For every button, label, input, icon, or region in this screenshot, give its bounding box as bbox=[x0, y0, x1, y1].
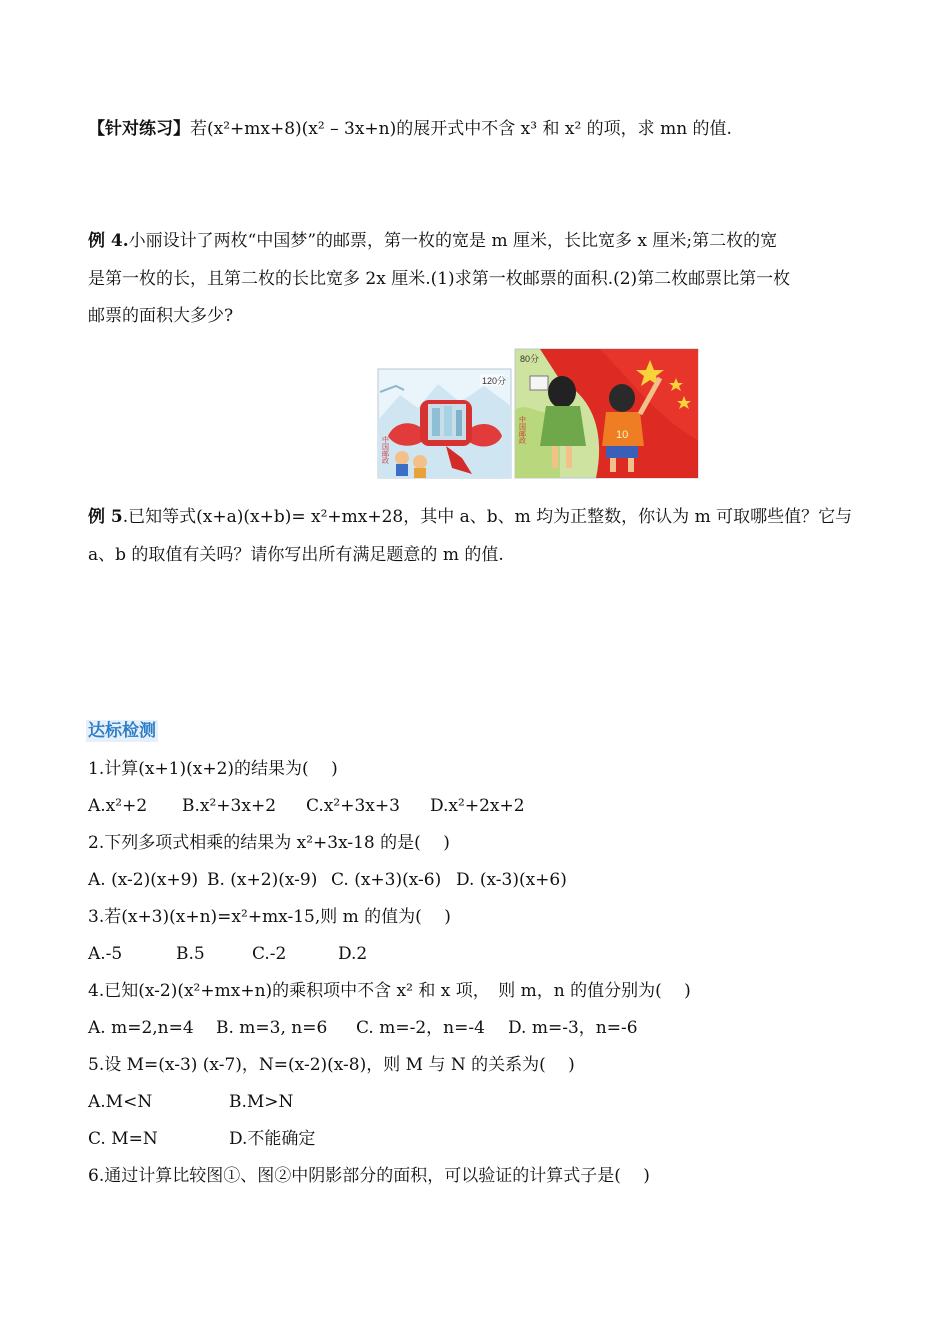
question-5: 5.设 M=(x-3) (x-7)，N=(x-2)(x-8)，则 M 与 N 的关系为( ) bbox=[88, 1055, 575, 1075]
q3-option-b: B.5 bbox=[176, 944, 205, 964]
example5-line-2: a、b 的取值有关吗？请你写出所有满足题意的 m 的值. bbox=[88, 545, 504, 565]
q4-option-b: B. m=3, n=6 bbox=[216, 1018, 328, 1038]
right-stamp-vertical: 中国邮政 bbox=[518, 416, 526, 444]
practice-text: 若(x²+mx+8)(x² – 3x+n)的展开式中不含 x³ 和 x² 的项，求 mn 的值. bbox=[190, 119, 732, 139]
q4-option-d: D. m=-3，n=-6 bbox=[508, 1018, 638, 1038]
q1-option-b: B.x²+3x+2 bbox=[182, 796, 277, 816]
example4-line-3: 邮票的面积大多少? bbox=[88, 306, 234, 326]
example4-line-2: 是第一枚的长，且第二枚的长比宽多 2x 厘米.(1)求第一枚邮票的面积.(2)第二枚邮票比第一枚 bbox=[88, 269, 791, 289]
question-2-options bbox=[88, 869, 567, 891]
example5-label: 例 5 bbox=[88, 507, 123, 527]
q1-option-c: C.x²+3x+3 bbox=[306, 796, 400, 816]
example5-line-1 bbox=[88, 506, 852, 528]
q5-option-a: A.M<N bbox=[88, 1092, 153, 1112]
q5-option-d: D.不能确定 bbox=[229, 1129, 316, 1149]
q3-option-a: A.-5 bbox=[88, 944, 123, 964]
q2-option-d: D. (x-3)(x+6) bbox=[456, 870, 567, 890]
q5-option-b: B.M>N bbox=[229, 1092, 294, 1112]
example4-text-1: 小丽设计了两枚“中国梦”的邮票，第一枚的宽是 m 厘米，长比宽多 x 厘米;第二枚的宽 bbox=[128, 231, 778, 251]
question-6: 6.通过计算比较图①、图②中阴影部分的面积，可以验证的计算式子是( ) bbox=[88, 1166, 650, 1186]
question-4: 4.已知(x-2)(x²+mx+n)的乘积项中不含 x² 和 x 项， 则 m，n 的值分别为( ) bbox=[88, 981, 691, 1001]
q4-option-c: C. m=-2，n=-4 bbox=[356, 1018, 485, 1038]
section-heading: 达标检测 bbox=[88, 721, 156, 741]
question-3-options bbox=[88, 943, 367, 965]
example4-label: 例 4. bbox=[88, 231, 129, 251]
q4-option-a: A. m=2,n=4 bbox=[88, 1018, 194, 1038]
right-stamp-value: 80分 bbox=[520, 354, 540, 364]
left-stamp-vertical: 中国邮政 bbox=[381, 436, 389, 464]
question-5-options-row-1 bbox=[88, 1091, 293, 1113]
question-3: 3.若(x+3)(x+n)=x²+mx-15,则 m 的值为( ) bbox=[88, 907, 451, 927]
question-2: 2.下列多项式相乘的结果为 x²+3x-18 的是( ) bbox=[88, 833, 450, 853]
question-1-options bbox=[88, 795, 525, 817]
question-5-options-row-2 bbox=[88, 1128, 315, 1150]
right-stamp bbox=[515, 349, 698, 478]
q2-option-a: A. (x-2)(x+9) bbox=[88, 870, 199, 890]
q2-option-c: C. (x+3)(x-6) bbox=[331, 870, 442, 890]
example5-text-1: .已知等式(x+a)(x+b)= x²+mx+28，其中 a、b、m 均为正整数，你认为 m 可取哪些值？它与 bbox=[122, 507, 853, 527]
right-stamp-jersey: 10 bbox=[616, 429, 629, 441]
q5-option-c: C. M=N bbox=[88, 1129, 158, 1149]
q2-option-b: B. (x+2)(x-9) bbox=[207, 870, 318, 890]
q3-option-d: D.2 bbox=[338, 944, 368, 964]
practice-label: 【针对练习】 bbox=[88, 119, 190, 139]
left-stamp-value: 120分 bbox=[482, 376, 507, 386]
q1-option-a: A.x²+2 bbox=[88, 796, 148, 816]
left-stamp bbox=[378, 369, 511, 478]
question-4-options bbox=[88, 1017, 638, 1039]
stamps-illustration bbox=[0, 0, 950, 490]
q1-option-d: D.x²+2x+2 bbox=[430, 796, 525, 816]
q3-option-c: C.-2 bbox=[252, 944, 287, 964]
question-1: 1.计算(x+1)(x+2)的结果为( ) bbox=[88, 759, 338, 779]
